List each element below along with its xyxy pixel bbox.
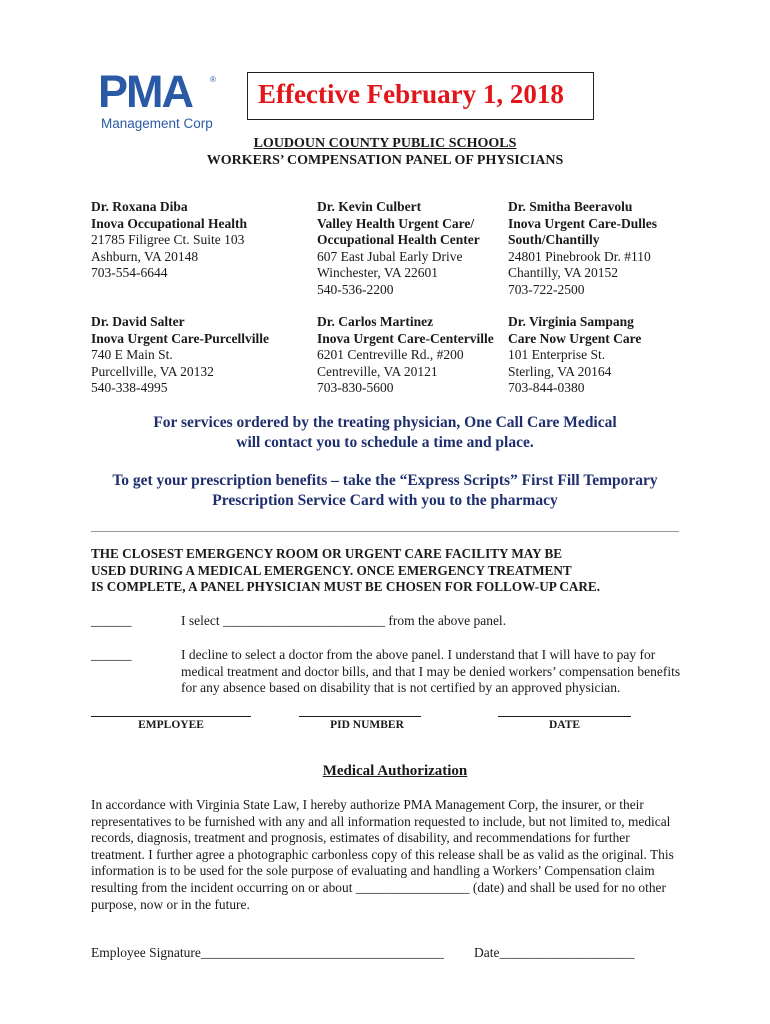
physician-city: Ashburn, VA 20148 — [91, 248, 199, 264]
effective-date-box — [247, 72, 594, 120]
district-title: LOUDOUN COUNTY PUBLIC SCHOOLS — [253, 136, 517, 151]
select-suffix: from the above panel. — [388, 613, 507, 628]
logo-registered-mark: ® — [210, 75, 216, 84]
physician-phone: 703-554-6644 — [91, 265, 168, 280]
prescription-notice — [0, 471, 770, 511]
date-line[interactable] — [498, 716, 631, 717]
decline-line: medical treatment and doctor bills, and that I may be denied workers’ compensation benefits — [181, 663, 681, 679]
employee-signature-line[interactable] — [91, 716, 251, 717]
authorization-paragraph — [91, 797, 711, 913]
effective-date: Effective February 1, 2018 — [258, 79, 564, 109]
panel-title: WORKERS’ COMPENSATION PANEL OF PHYSICIANS — [206, 153, 564, 168]
select-physician-blank[interactable]: ________________________ — [222, 613, 385, 628]
physician-name: Dr. Kevin Culbert — [317, 199, 422, 214]
physician-phone: 703-844-0380 — [508, 380, 585, 395]
warning-line: THE CLOSEST EMERGENCY ROOM OR URGENT CARE FACILITY MAY BE — [91, 546, 563, 561]
physician-facility: Inova Urgent Care-Centerville — [317, 330, 494, 346]
physician-city: Purcellville, VA 20132 — [91, 363, 214, 379]
logo-subtitle: Management Corp — [101, 116, 213, 131]
physician-name: Dr. Roxana Diba — [91, 199, 188, 214]
physician-card — [508, 199, 657, 298]
physician-card — [508, 314, 641, 397]
decline-option-text — [181, 647, 680, 697]
paragraph-line: records, diagnosis, treatment and prognosis, estimates of disability, and recommendations for further — [91, 830, 630, 846]
emergency-warning — [91, 546, 600, 596]
physician-name: Dr. Carlos Martinez — [317, 314, 434, 329]
decline-line: for any absence based on disability that is not certified by an approved physician. — [181, 680, 621, 695]
warning-line: IS COMPLETE, A PANEL PHYSICIAN MUST BE CHOSEN FOR FOLLOW-UP CARE. — [91, 579, 601, 594]
physician-facility: Care Now Urgent Care — [508, 330, 642, 346]
employee-label: EMPLOYEE — [138, 719, 204, 731]
paragraph-line: representatives to be furnished with any and all information requested to include, but not limited to, medical — [91, 813, 671, 829]
date-label: DATE — [548, 719, 581, 731]
services-line: For services ordered by the treating physician, One Call Care Medical — [153, 414, 617, 431]
physician-facility-cont: South/Chantilly — [508, 232, 600, 247]
physician-city: Centreville, VA 20121 — [317, 363, 438, 379]
paragraph-line: resulting from the incident occurring on or about _________________ (date) and shall be used for no other — [91, 879, 666, 895]
physician-address: 6201 Centreville Rd., #200 — [317, 347, 464, 362]
physician-city: Chantilly, VA 20152 — [508, 265, 619, 280]
physician-address: 24801 Pinebrook Dr. #110 — [508, 248, 651, 264]
physician-card — [91, 314, 269, 397]
services-line: will contact you to schedule a time and place. — [236, 434, 534, 451]
services-notice — [0, 413, 770, 453]
physician-city: Winchester, VA 22601 — [317, 265, 439, 280]
paragraph-line: information is to be used for the sole purpose of evaluating and handling a Workers’ Compensation claim — [91, 863, 655, 879]
physician-card — [91, 199, 247, 282]
physician-phone: 540-536-2200 — [317, 281, 394, 297]
physician-facility: Inova Urgent Care-Purcellville — [91, 330, 269, 346]
paragraph-line: purpose, now or in the future. — [91, 896, 250, 912]
logo-brand: PMA — [98, 66, 192, 117]
physician-name: Dr. Virginia Sampang — [508, 314, 634, 329]
select-option-blank[interactable]: ______ — [91, 613, 132, 628]
physician-card — [317, 314, 494, 397]
select-option-text — [181, 613, 506, 630]
physician-card — [317, 199, 480, 298]
employee-signature-field[interactable]: Employee Signature____________________________________ — [91, 945, 444, 960]
physician-facility: Inova Occupational Health — [91, 215, 248, 231]
physician-facility-cont: Occupational Health Center — [317, 232, 480, 247]
physician-address: 21785 Filigree Ct. Suite 103 — [91, 232, 245, 247]
physician-phone: 703-722-2500 — [508, 281, 585, 297]
physician-facility: Inova Urgent Care-Dulles — [508, 215, 657, 231]
decline-option-blank[interactable]: ______ — [91, 647, 132, 662]
select-prefix: I select — [181, 613, 220, 628]
physician-phone: 703-830-5600 — [317, 380, 394, 395]
physician-city: Sterling, VA 20164 — [508, 363, 612, 379]
paragraph-line: treatment. I further agree a photographic carbonless copy of this release shall be as valid as the original. This — [91, 846, 674, 862]
medical-authorization-title: Medical Authorization — [322, 763, 468, 779]
prescription-line: To get your prescription benefits – take the “Express Scripts” First Fill Temporary — [112, 472, 658, 489]
divider — [91, 531, 679, 532]
physician-address: 101 Enterprise St. — [508, 347, 606, 362]
warning-line: USED DURING A MEDICAL EMERGENCY. ONCE EMERGENCY TREATMENT — [91, 562, 572, 578]
pid-number-label: PID NUMBER — [330, 719, 404, 731]
physician-phone: 540-338-4995 — [91, 380, 168, 395]
signature-date-field[interactable]: Date____________________ — [474, 945, 635, 960]
physician-address: 740 E Main St. — [91, 347, 173, 362]
paragraph-line: In accordance with Virginia State Law, I hereby authorize PMA Management Corp, the insurer, or their — [91, 797, 644, 812]
pid-number-line[interactable] — [299, 716, 421, 717]
pma-logo — [98, 66, 222, 133]
decline-line: I decline to select a doctor from the above panel. I understand that I will have to pay for — [181, 647, 656, 662]
physician-name: Dr. Smitha Beeravolu — [508, 199, 633, 214]
prescription-line: Prescription Service Card with you to the pharmacy — [212, 492, 558, 509]
physician-address: 607 East Jubal Early Drive — [317, 248, 463, 264]
physician-name: Dr. David Salter — [91, 314, 185, 329]
physician-facility: Valley Health Urgent Care/ — [317, 215, 475, 231]
